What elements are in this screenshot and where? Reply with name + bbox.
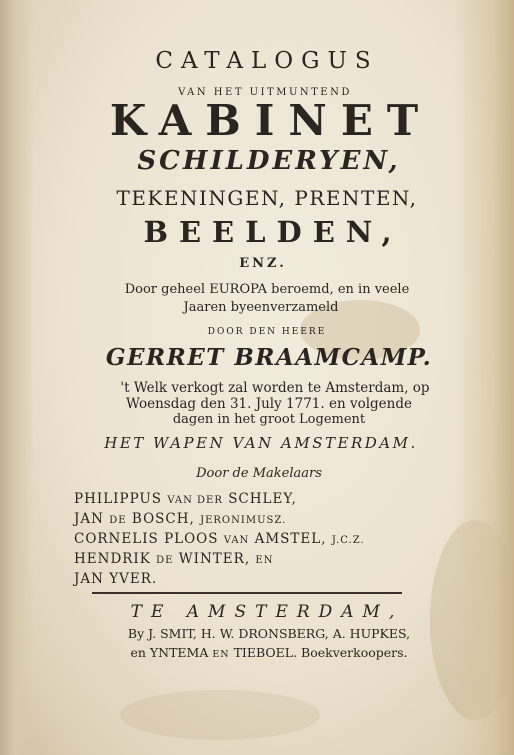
schilderyen-line: SCHILDERYEN,	[137, 146, 401, 176]
broker-name: HENDRIK	[74, 551, 151, 567]
imprint-printers-2	[12, 645, 514, 660]
broker-name: JAN YVER.	[74, 571, 158, 587]
collector-name: GERRET BRAAMCAMP.	[105, 344, 433, 371]
sale-line-1: 't Welk verkogt zal worden te Amsterdam, op	[120, 380, 430, 396]
broker-entry	[74, 550, 494, 570]
broker-surname: SCHLEY,	[228, 491, 297, 507]
broker-particle: DE	[109, 515, 127, 526]
imprint-printers: By J. SMIT, H. W. DRONSBERG, A. HUPKES,	[127, 626, 411, 641]
broker-particle: DE	[156, 555, 174, 566]
kabinet-heading: KABINET	[109, 96, 433, 145]
broker-suffix: J.C.Z.	[331, 535, 365, 546]
broker-entry	[74, 510, 494, 530]
broker-suffix: JERONIMUSZ.	[200, 515, 287, 526]
sale-line-2: Woensdag den 31. July 1771. en volgende	[126, 396, 412, 412]
broker-suffix: EN	[255, 555, 274, 566]
broker-particle: VAN DER	[167, 495, 223, 506]
jaaren-line: Jaaren byeenverzameld	[183, 300, 339, 315]
broker-entry	[74, 570, 494, 589]
van-het-line: VAN HET UITMUNTEND	[178, 87, 352, 98]
broker-name: PHILIPPUS	[74, 491, 163, 507]
broker-entry	[74, 490, 494, 510]
sale-line-3: dagen in het groot Logement	[172, 412, 366, 427]
imprint-place: TE AMSTERDAM,	[130, 602, 404, 622]
broker-entry	[74, 530, 494, 550]
broker-surname: AMSTEL,	[254, 531, 327, 547]
beelden-line: BEELDEN,	[143, 215, 403, 249]
imprint-rule	[92, 592, 402, 594]
broker-name: CORNELIS PLOOS	[74, 531, 219, 547]
broker-list	[74, 490, 494, 589]
makelaars-line: Door de Makelaars	[196, 466, 322, 481]
enz-line: ENZ.	[239, 256, 287, 271]
imprint-printers-pre: en YNTEMA	[130, 645, 209, 660]
door-geheel-line: Door geheel EUROPA beroemd, en in veele	[124, 282, 410, 297]
venue-line: HET WAPEN VAN AMSTERDAM.	[104, 434, 418, 452]
imprint-printers-post: TIEBOEL. Boekverkoopers.	[233, 645, 408, 660]
door-den-heere-line: DOOR DEN HEERE	[207, 327, 327, 337]
broker-surname: BOSCH,	[131, 511, 195, 527]
catalogus-heading: CATALOGUS	[155, 48, 379, 74]
broker-particle: VAN	[223, 535, 250, 546]
broker-surname: WINTER,	[178, 551, 251, 567]
tekeningen-line: TEKENINGEN, PRENTEN,	[116, 186, 418, 210]
imprint-printers-small: EN	[212, 649, 230, 660]
broker-name: JAN	[74, 511, 104, 527]
